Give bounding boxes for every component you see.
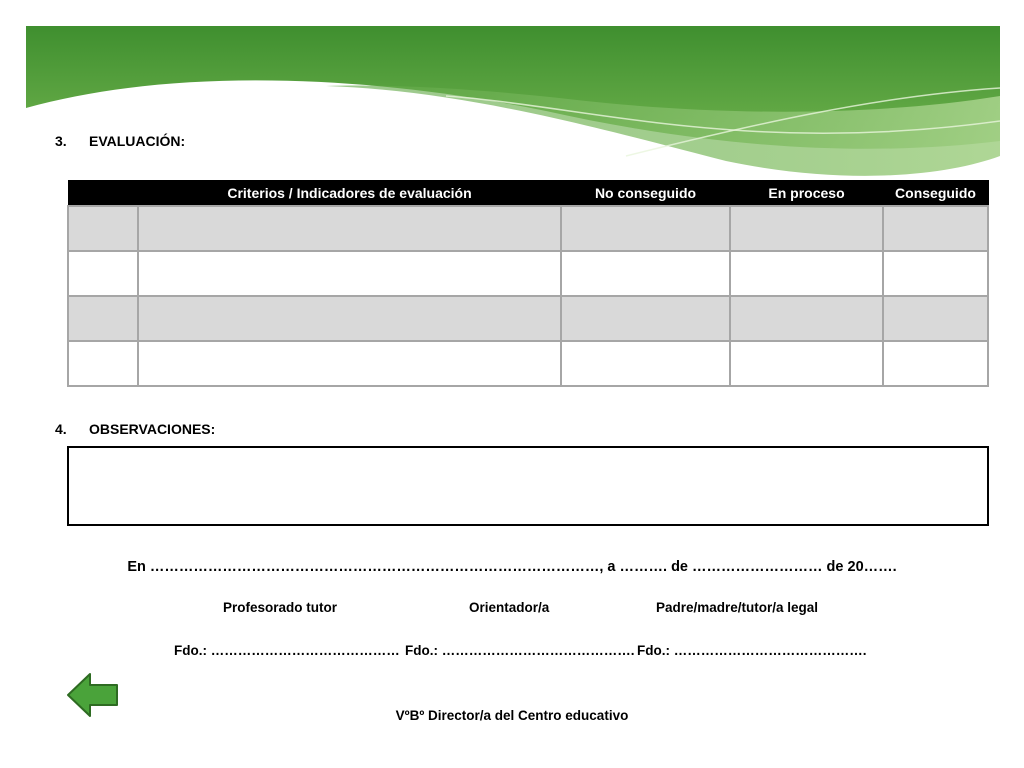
table-cell[interactable] [730, 296, 883, 341]
table-cell[interactable] [561, 296, 730, 341]
signature-line-parent: Fdo.: ……………………………………. [637, 643, 867, 658]
table-cell[interactable] [68, 296, 138, 341]
table-row [68, 251, 988, 296]
section-title-observations [55, 421, 215, 437]
table-cell[interactable] [730, 251, 883, 296]
table-cell[interactable] [561, 251, 730, 296]
signature-line-tutor: Fdo.: …………………………………… [174, 643, 400, 658]
table-cell[interactable] [883, 251, 988, 296]
section-label: OBSERVACIONES: [89, 421, 216, 437]
header-banner [26, 26, 1000, 176]
table-row [68, 296, 988, 341]
table-cell[interactable] [730, 206, 883, 251]
table-cell[interactable] [138, 206, 561, 251]
table-cell[interactable] [730, 341, 883, 386]
director-approval-label: VºBº Director/a del Centro educativo [395, 708, 629, 723]
section-label: EVALUACIÓN: [89, 133, 186, 149]
role-tutor-label: Profesorado tutor [223, 600, 338, 615]
table-row [68, 206, 988, 251]
header-cell-in-progress: En proceso [730, 181, 883, 207]
section-number: 3. [55, 133, 67, 149]
table-cell[interactable] [138, 341, 561, 386]
signature-line-counselor: Fdo.: ……………………………………. [405, 643, 635, 658]
evaluation-table [67, 180, 989, 387]
table-cell[interactable] [68, 206, 138, 251]
section-title-evaluation [55, 133, 185, 149]
table-cell[interactable] [883, 206, 988, 251]
header-cell-not-achieved: No conseguido [561, 181, 730, 207]
section-number: 4. [55, 421, 67, 437]
observations-box[interactable] [67, 446, 989, 526]
table-cell[interactable] [561, 341, 730, 386]
table-header-row [68, 181, 988, 207]
header-cell-achieved: Conseguido [883, 181, 988, 207]
role-parent-label: Padre/madre/tutor/a legal [656, 600, 819, 615]
place-date-line: En …………………………………………………………………………………, a ………. de ……………………… de 20……. [127, 559, 897, 575]
table-cell[interactable] [138, 251, 561, 296]
table-cell[interactable] [883, 341, 988, 386]
table-cell[interactable] [68, 341, 138, 386]
table-row [68, 341, 988, 386]
role-counselor-label: Orientador/a [469, 600, 550, 615]
table-cell[interactable] [883, 296, 988, 341]
table-cell[interactable] [68, 251, 138, 296]
header-cell-criteria: Criterios / Indicadores de evaluación [138, 181, 561, 207]
table-cell[interactable] [561, 206, 730, 251]
header-cell-blank [68, 181, 138, 207]
table-cell[interactable] [138, 296, 561, 341]
